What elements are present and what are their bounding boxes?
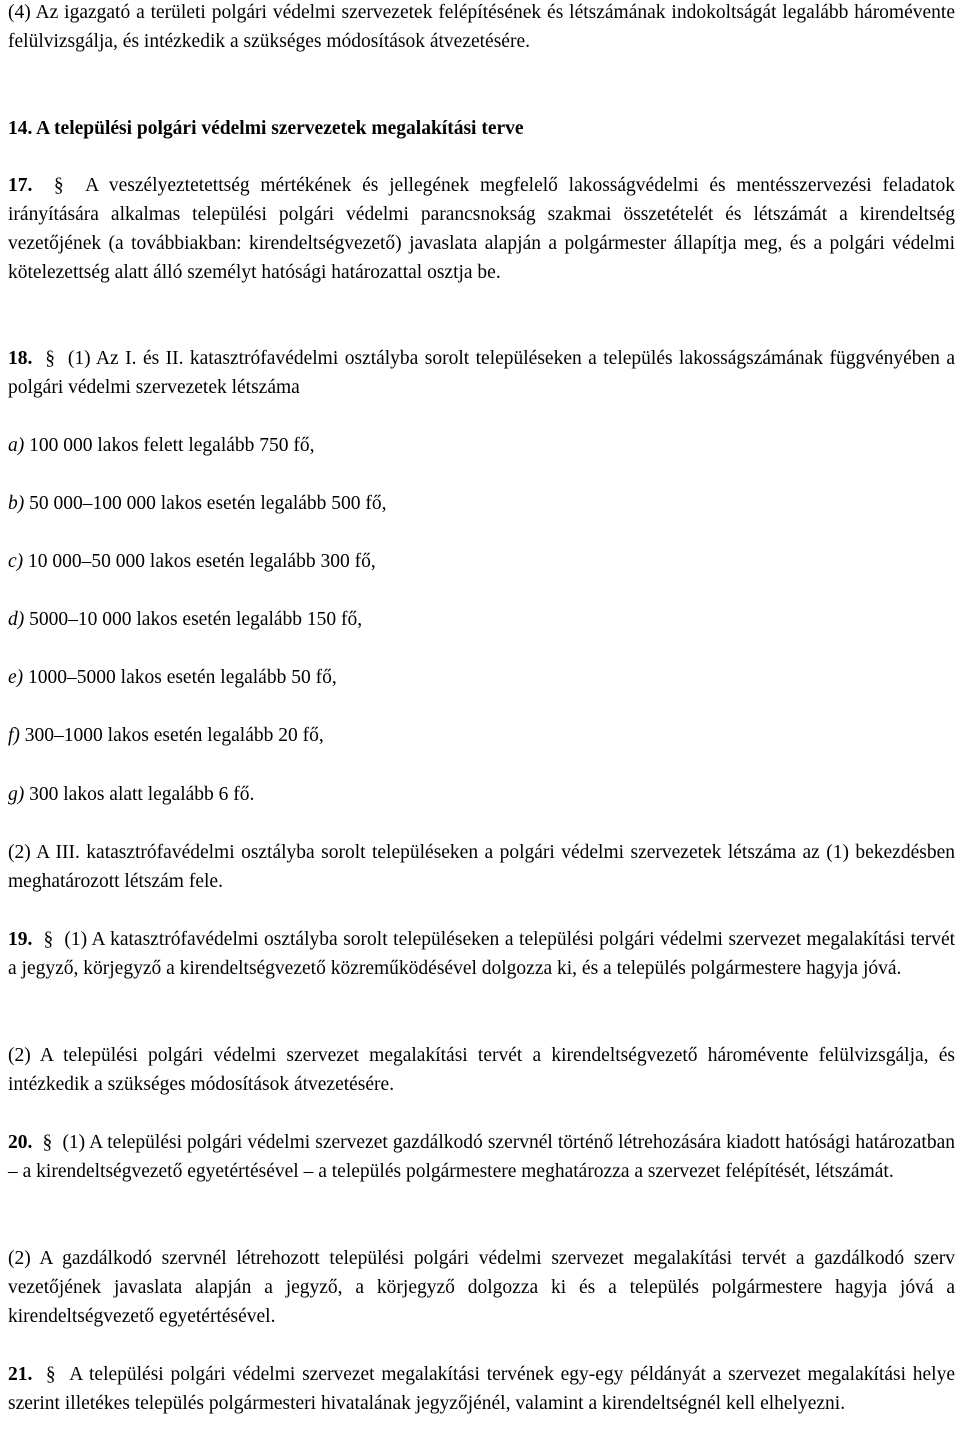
section-21-sign: §	[45, 1364, 56, 1385]
list-item-c	[8, 547, 955, 576]
section-19-paragraph-2	[8, 1041, 955, 1099]
list-item-text: 1000–5000 lakos esetén legalább 50 fő,	[28, 667, 337, 688]
list-item-text: 10 000–50 000 lakos esetén legalább 300 fő,	[28, 551, 376, 572]
section-18-paragraph-2-text: (2) A III. katasztrófavédelmi osztályba sorolt településeken a polgári védelmi szervezetek létszáma az (1) bekezdésben meghatározott létszám fele.	[8, 842, 955, 892]
list-item-a	[8, 431, 955, 460]
section-18-number: 18.	[8, 348, 33, 369]
section-17	[8, 171, 955, 287]
list-item-d	[8, 605, 955, 634]
section-17-sign: §	[53, 175, 64, 196]
list-item-text: 50 000–100 000 lakos esetén legalább 500 fő,	[29, 493, 387, 514]
section-20-paragraph-1-text: (1) A települési polgári védelmi szervezet gazdálkodó szervnél történő létrehozására kiadott hatósági határozatban – a kirendeltségvezető egyetértésével – a település polgármestere meghatározza a szervezet felépítését, létszámát.	[8, 1132, 955, 1182]
list-item-letter: g)	[8, 784, 25, 805]
section-14-title: 14. A települési polgári védelmi szervezetek megalakítási terve	[8, 118, 524, 139]
section-20-number: 20.	[8, 1132, 33, 1153]
section-21-number: 21.	[8, 1364, 33, 1385]
list-item-letter: f)	[8, 725, 20, 746]
list-item-e	[8, 663, 955, 692]
section-19-sign: §	[43, 929, 54, 950]
section-18-intro-text: (1) Az I. és II. katasztrófavédelmi osztályba sorolt településeken a település lakosságszámának függvényében a polgári védelmi szervezetek létszáma	[8, 348, 956, 398]
list-item-text: 300–1000 lakos esetén legalább 20 fő,	[24, 725, 324, 746]
list-item-b	[8, 489, 955, 518]
list-item-letter: d)	[8, 609, 25, 630]
list-item-letter: e)	[8, 667, 24, 688]
section-17-number: 17.	[8, 175, 33, 196]
paragraph-4	[8, 0, 955, 56]
section-20-paragraph-2-text: (2) A gazdálkodó szervnél létrehozott települési polgári védelmi szervezet megalakítási tervét a gazdálkodó szerv vezetőjének javaslata alapján a jegyző, a körjegyző dolgozza ki és a település polgármestere hagyja jóvá a kirendeltségvezető egyetértésével.	[8, 1248, 955, 1327]
list-item-text: 300 lakos alatt legalább 6 fő.	[29, 784, 255, 805]
section-17-text: A veszélyeztetettség mértékének és jellegének megfelelő lakosságvédelmi és mentésszervezési feladatok irányítására alkalmas települési polgári védelmi parancsnokság szakmai összetételét és létszámát a kirendeltség vezetőjének (a továbbiakban: kirendeltségvezető) javaslata alapján a polgármester állapítja meg, és a polgári védelmi kötelezettség alatt álló személyt hatósági határozattal osztja be.	[8, 175, 955, 283]
section-18-paragraph-2	[8, 838, 955, 896]
list-item-g	[8, 780, 955, 809]
section-19-paragraph-1-text: (1) A katasztrófavédelmi osztályba sorolt településeken a települési polgári védelmi szervezet megalakítási tervét a jegyző, körjegyző a kirendeltségvezető közreműködésével dolgozza ki, és a település polgármestere hagyja jóvá.	[8, 929, 956, 979]
list-item-letter: b)	[8, 493, 25, 514]
section-19-paragraph-2-text: (2) A települési polgári védelmi szervezet megalakítási tervét a kirendeltségvezető háromévente felülvizsgálja, és intézkedik a szükséges módosítások átvezetésére.	[8, 1045, 955, 1095]
list-item-letter: c)	[8, 551, 24, 572]
section-20-paragraph-2	[8, 1244, 955, 1331]
section-19-paragraph-1	[8, 925, 955, 983]
section-19-number: 19.	[8, 929, 33, 950]
list-item-text: 5000–10 000 lakos esetén legalább 150 fő,	[29, 609, 363, 630]
section-18-sign: §	[45, 348, 55, 369]
list-item-text: 100 000 lakos felett legalább 750 fő,	[29, 435, 315, 456]
section-21-text: A települési polgári védelmi szervezet megalakítási tervének egy-egy példányát a szervezet megalakítási helye szerint illetékes település polgármesteri hivatalának jegyzőjénél, valamint a kirendeltségnél kell elhelyezni.	[8, 1364, 956, 1414]
section-21	[8, 1360, 955, 1418]
section-14-heading	[8, 114, 955, 143]
list-item-f	[8, 721, 955, 750]
section-18-intro	[8, 344, 955, 402]
section-20-sign: §	[42, 1132, 53, 1153]
section-20-paragraph-1	[8, 1128, 955, 1186]
paragraph-4-text: (4) Az igazgató a területi polgári védelmi szervezetek felépítésének és létszámának indokoltságát legalább háromévente felülvizsgálja, és intézkedik a szükséges módosítások átvezetésére.	[8, 2, 955, 52]
list-item-letter: a)	[8, 435, 25, 456]
